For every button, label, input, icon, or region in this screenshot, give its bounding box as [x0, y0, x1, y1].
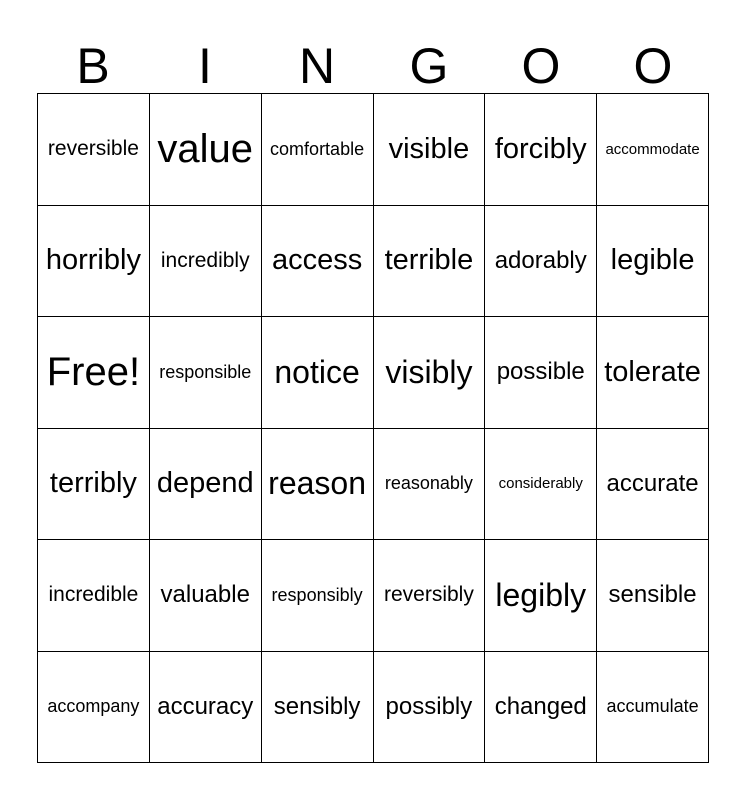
bingo-cell: reason	[262, 429, 374, 541]
bingo-cell: legible	[597, 206, 709, 318]
bingo-cell: changed	[485, 652, 597, 764]
bingo-header	[37, 38, 709, 94]
bingo-cell: reasonably	[374, 429, 486, 541]
bingo-cell: accommodate	[597, 94, 709, 206]
bingo-cell: comfortable	[262, 94, 374, 206]
bingo-cell: incredible	[38, 540, 150, 652]
header-letter-o-2: O	[633, 38, 673, 94]
bingo-cell: value	[150, 94, 262, 206]
bingo-cell: responsibly	[262, 540, 374, 652]
bingo-cell: tolerate	[597, 317, 709, 429]
bingo-cell: reversibly	[374, 540, 486, 652]
bingo-cell: adorably	[485, 206, 597, 318]
bingo-cell: valuable	[150, 540, 262, 652]
bingo-cell: Free!	[38, 317, 150, 429]
bingo-cell: sensible	[597, 540, 709, 652]
header-letter-g: G	[409, 38, 449, 94]
bingo-cell: responsible	[150, 317, 262, 429]
bingo-cell: forcibly	[485, 94, 597, 206]
bingo-cell: terrible	[374, 206, 486, 318]
bingo-cell: possible	[485, 317, 597, 429]
bingo-cell: legibly	[485, 540, 597, 652]
bingo-cell: visibly	[374, 317, 486, 429]
bingo-cell: access	[262, 206, 374, 318]
header-letter-b: B	[76, 38, 110, 94]
header-letter-o: O	[521, 38, 561, 94]
bingo-cell: possibly	[374, 652, 486, 764]
bingo-cell: reversible	[38, 94, 150, 206]
bingo-cell: horribly	[38, 206, 150, 318]
bingo-cell: accuracy	[150, 652, 262, 764]
bingo-cell: accompany	[38, 652, 150, 764]
header-letter-i: I	[198, 38, 212, 94]
bingo-cell: terribly	[38, 429, 150, 541]
bingo-cell: incredibly	[150, 206, 262, 318]
bingo-cell: accurate	[597, 429, 709, 541]
bingo-cell: visible	[374, 94, 486, 206]
bingo-cell: sensibly	[262, 652, 374, 764]
bingo-cell: accumulate	[597, 652, 709, 764]
bingo-cell: notice	[262, 317, 374, 429]
bingo-board	[37, 93, 709, 763]
bingo-cell: depend	[150, 429, 262, 541]
bingo-cell: considerably	[485, 429, 597, 541]
header-letter-n: N	[298, 38, 336, 94]
